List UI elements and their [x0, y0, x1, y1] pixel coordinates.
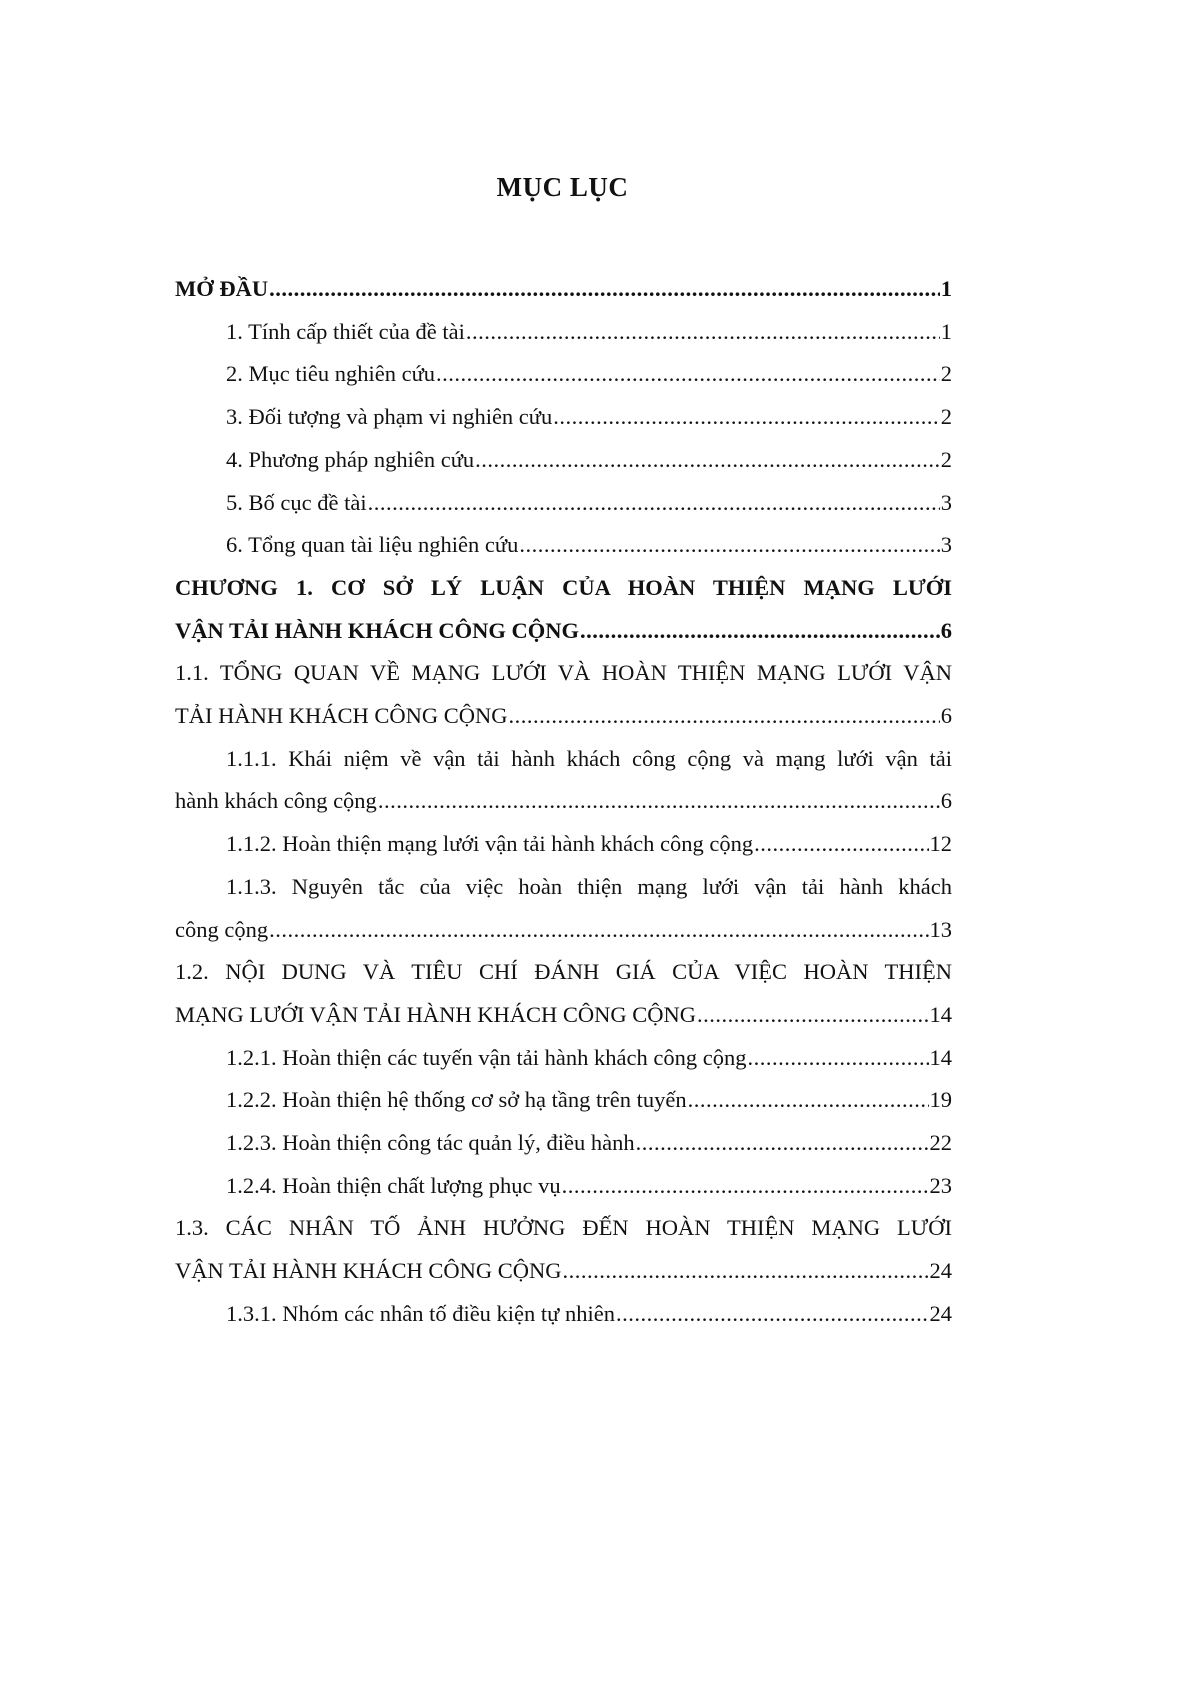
dot-leader — [378, 780, 940, 823]
toc-entry-text-line2: TẢI HÀNH KHÁCH CÔNG CỘNG — [175, 703, 508, 729]
toc-entry-1-1-3[interactable] — [175, 866, 952, 951]
toc-entry-text: 6. Tổng quan tài liệu nghiên cứu — [226, 532, 519, 558]
dot-leader — [562, 1165, 929, 1208]
toc-entry-mo-dau[interactable] — [175, 268, 952, 311]
toc-entry-text: 1.2.1. Hoàn thiện các tuyến vận tải hành khách công cộng — [226, 1044, 747, 1070]
toc-entry-1-1[interactable] — [175, 652, 952, 737]
toc-page-number: 2 — [940, 446, 952, 472]
toc-entry-text: 3. Đối tượng và phạm vi nghiên cứu — [226, 404, 553, 430]
toc-entry-text: 5. Bố cục đề tài — [226, 489, 367, 515]
toc-page-number: 24 — [929, 1300, 952, 1326]
toc-entry-text: MỞ ĐẦU — [175, 276, 269, 301]
toc-page-number: 3 — [940, 532, 952, 558]
toc-page-number: 6 — [940, 617, 952, 643]
toc-entry-1-1-2[interactable] — [175, 823, 952, 866]
toc-entry-text: 1.2.3. Hoàn thiện công tác quản lý, điều hành — [226, 1130, 635, 1156]
toc-page-number: 23 — [929, 1172, 952, 1198]
toc-entry-1-2-2[interactable] — [175, 1079, 952, 1122]
toc-entry-1-2-3[interactable] — [175, 1122, 952, 1165]
toc-entry-text: 1.2.4. Hoàn thiện chất lượng phục vụ — [226, 1172, 561, 1198]
toc-entry-1-3[interactable] — [175, 1207, 952, 1292]
toc-page-number: 6 — [940, 703, 952, 729]
toc-page-number: 22 — [929, 1130, 952, 1156]
toc-entry-text-line1: 1.1.1. Khái niệm về vận tải hành khách công cộng và mạng lưới vận tải — [226, 745, 952, 771]
toc-entry-text-line1: 1.1.3. Nguyên tắc của việc hoàn thiện mạng lưới vận tải hành khách — [226, 873, 952, 899]
table-of-contents — [175, 268, 952, 1336]
dot-leader — [580, 610, 940, 653]
toc-entry-text: 1. Tính cấp thiết của đề tài — [226, 318, 465, 344]
dot-leader — [269, 909, 928, 952]
toc-page-number: 19 — [929, 1087, 952, 1113]
toc-entry-1-2[interactable] — [175, 951, 952, 1036]
toc-entry-text-line1: CHƯƠNG 1. CƠ SỞ LÝ LUẬN CỦA HOÀN THIỆN MẠNG LƯỚI — [175, 574, 952, 600]
toc-entry-text-line2: VẬN TẢI HÀNH KHÁCH CÔNG CỘNG — [175, 1258, 562, 1284]
dot-leader — [688, 1079, 929, 1122]
toc-entry-text: 1.2.2. Hoàn thiện hệ thống cơ sở hạ tầng trên tuyến — [226, 1087, 687, 1113]
toc-entry-6[interactable] — [175, 524, 952, 567]
toc-entry-text-line2: công cộng — [175, 916, 269, 942]
toc-entry-text-line1: 1.2. NỘI DUNG VÀ TIÊU CHÍ ĐÁNH GIÁ CỦA VIỆC HOÀN THIỆN — [175, 959, 952, 985]
toc-entry-chuong-1[interactable] — [175, 567, 952, 652]
dot-leader — [436, 353, 940, 396]
toc-entry-text-line1: 1.1. TỔNG QUAN VỀ MẠNG LƯỚI VÀ HOÀN THIỆN MẠNG LƯỚI VẬN — [175, 660, 952, 686]
page-title: MỤC LỤC — [496, 172, 629, 202]
dot-leader — [475, 439, 940, 482]
toc-entry-1-1-1[interactable] — [175, 738, 952, 823]
dot-leader — [697, 994, 929, 1037]
toc-page-number: 3 — [940, 489, 952, 515]
toc-page-number: 13 — [929, 916, 952, 942]
dot-leader — [269, 268, 940, 311]
toc-page-number: 2 — [940, 404, 952, 430]
dot-leader — [509, 695, 940, 738]
toc-entry-text: 4. Phương pháp nghiên cứu — [226, 446, 475, 472]
dot-leader — [562, 1250, 928, 1293]
toc-page-number: 12 — [929, 831, 952, 857]
toc-page-number: 14 — [929, 1044, 952, 1070]
toc-entry-4[interactable] — [175, 439, 952, 482]
toc-entry-text-line1: 1.3. CÁC NHÂN TỐ ẢNH HƯỞNG ĐẾN HOÀN THIỆN MẠNG LƯỚI — [175, 1215, 952, 1241]
toc-page-number: 2 — [940, 361, 952, 387]
toc-page-number: 1 — [940, 318, 952, 344]
toc-entry-text-line2: MẠNG LƯỚI VẬN TẢI HÀNH KHÁCH CÔNG CỘNG — [175, 1001, 696, 1027]
toc-entry-1-2-4[interactable] — [175, 1165, 952, 1208]
dot-leader — [616, 1293, 929, 1336]
toc-entry-text: 2. Mục tiêu nghiên cứu — [226, 361, 436, 387]
toc-page-number: 6 — [940, 788, 952, 814]
dot-leader — [636, 1122, 929, 1165]
toc-entry-1-2-1[interactable] — [175, 1037, 952, 1080]
toc-entry-5[interactable] — [175, 482, 952, 525]
toc-page-number: 14 — [929, 1001, 952, 1027]
dot-leader — [466, 311, 940, 354]
toc-page-number: 24 — [929, 1258, 952, 1284]
dot-leader — [519, 524, 939, 567]
dot-leader — [754, 823, 928, 866]
toc-entry-text: 1.3.1. Nhóm các nhân tố điều kiện tự nhiên — [226, 1300, 615, 1326]
toc-entry-text: 1.1.2. Hoàn thiện mạng lưới vận tải hành khách công cộng — [226, 831, 754, 857]
toc-entry-1-3-1[interactable] — [175, 1293, 952, 1336]
dot-leader — [747, 1037, 928, 1080]
toc-entry-text-line2: VẬN TẢI HÀNH KHÁCH CÔNG CỘNG — [175, 617, 579, 643]
toc-entry-text-line2: hành khách công cộng — [175, 788, 377, 814]
toc-page-number: 1 — [940, 276, 952, 301]
dot-leader — [368, 482, 940, 525]
dot-leader — [553, 396, 940, 439]
toc-entry-2[interactable] — [175, 353, 952, 396]
toc-entry-1[interactable] — [175, 311, 952, 354]
toc-entry-3[interactable] — [175, 396, 952, 439]
